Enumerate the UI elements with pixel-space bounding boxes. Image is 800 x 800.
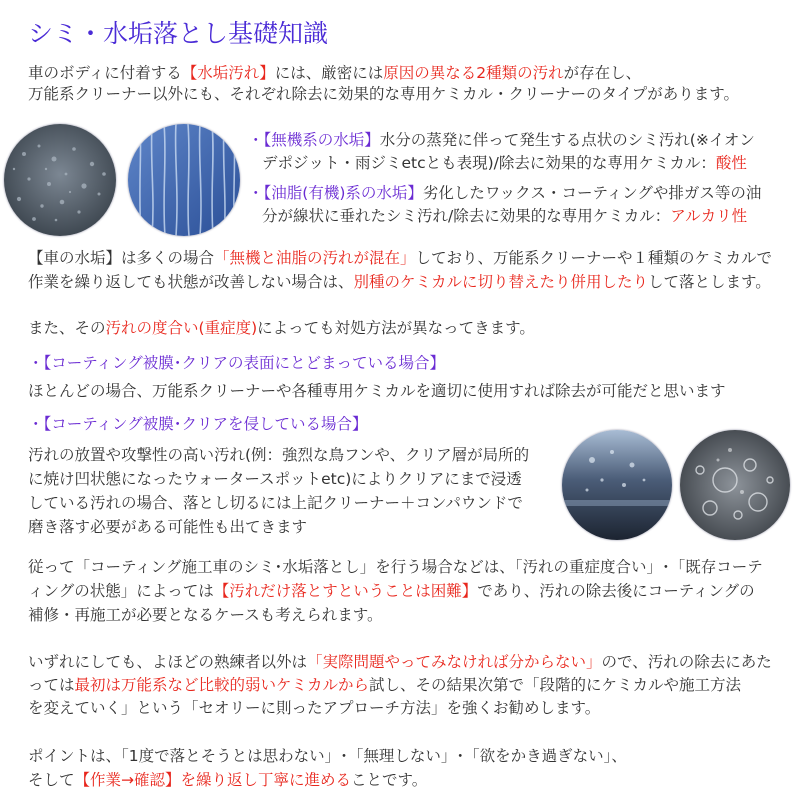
organic-description xyxy=(248,182,761,228)
text: ィングの状態」によっては xyxy=(28,582,214,600)
text: ことです。 xyxy=(351,771,428,789)
text: また、その xyxy=(28,319,106,337)
text: には、厳密には xyxy=(274,64,384,82)
intro-line-1 xyxy=(28,63,739,84)
inorganic-description xyxy=(248,129,755,175)
text: しており、万能系クリーナーや１種類のケミカルで xyxy=(415,249,773,267)
text: 作業を繰り返しても状態が改善しない場合は、 xyxy=(28,273,354,291)
text: 水分の蒸発に伴って発生する点状のシミ汚れ(※イオン xyxy=(379,131,755,149)
text: ので、汚れの除去にあた xyxy=(601,653,772,671)
acid-chemical: 酸性 xyxy=(715,154,747,172)
inorganic-water-spot-image xyxy=(4,124,116,236)
text: 【車の水垢】は多くの場合 xyxy=(28,249,215,267)
case2-line: に焼け凹状態になったウォータースポットetc)によりクリアにまで浸透 xyxy=(28,470,522,488)
organic-label: 【油脂(有機)系の水垢】 xyxy=(263,184,423,202)
case2-heading: ・【コーティング被膜･クリアを侵している場合】 xyxy=(28,415,368,433)
case1-heading: ・【コーティング被膜･クリアの表面にとどまっている場合】 xyxy=(28,354,445,372)
therefore-paragraph xyxy=(28,555,763,627)
organic-water-streak-image xyxy=(128,124,240,236)
page-title: シミ・水垢落とし基礎知識 xyxy=(28,19,329,48)
text: 試し、その結果次第で「段階的にケミカルや施工方法 xyxy=(369,676,742,694)
alkaline-chemical: アルカリ性 xyxy=(670,207,748,225)
highlight: 【汚れだけ落とすということは困難】 xyxy=(213,582,478,600)
highlight: 最初は万能系など比較的弱いケミカルから xyxy=(74,676,370,694)
degree-paragraph xyxy=(28,318,535,339)
text: 分が線状に垂れたシミ汚れ/除去に効果的な専用ケミカル： xyxy=(262,207,671,225)
text: 劣化したワックス・コーティングや排ガス等の油 xyxy=(422,184,762,202)
point-paragraph xyxy=(28,744,627,792)
text: して落とします。 xyxy=(648,273,771,291)
highlight: 【作業→確認】 xyxy=(74,771,181,789)
text: を変えていく」という「セオリーに則ったアプローチ方法」を強くお勧めします。 xyxy=(28,699,601,717)
case2-text xyxy=(28,443,529,539)
bullet: ・ xyxy=(248,131,264,149)
highlight: 【水垢汚れ】 xyxy=(181,64,275,82)
text: 従って「コーティング施工車のシミ･水垢落とし」を行う場合などは、「汚れの重症度合い」･「既存コーテ xyxy=(28,558,763,576)
text: であり、汚れの除去後にコーティングの xyxy=(477,582,755,600)
anyway-paragraph xyxy=(28,651,772,720)
text: ポイントは、「1度で落とそうとは思わない」･「無理しない」･「欲をかき過ぎない」、 xyxy=(28,747,627,765)
mixed-stain-paragraph xyxy=(28,246,772,294)
text: によっても対処方法が異なってきます。 xyxy=(257,319,535,337)
text: 補修・再施工が必要となるケースも考えられます。 xyxy=(28,606,383,624)
etched-water-spot-image xyxy=(680,430,790,540)
highlight: 「実際問題やってみなければ分からない」 xyxy=(307,653,602,671)
highlight: を繰り返し丁寧に進める xyxy=(180,771,352,789)
intro-line-2: 万能系クリーナー以外にも、それぞれ除去に効果的な専用ケミカル・クリーナーのタイプがあります。 xyxy=(28,85,739,103)
case1-text: ほとんどの場合、万能系クリーナーや各種専用ケミカルを適切に使用すれば除去が可能だと思います xyxy=(28,382,726,400)
text: そして xyxy=(28,771,75,789)
highlight: 「無機と油脂の汚れが混在」 xyxy=(214,249,416,267)
bullet: ・ xyxy=(248,184,264,202)
highlight: 別種のケミカルに切り替えたり併用したり xyxy=(353,273,649,291)
text: デポジット・雨ジミetcとも表現)/除去に効果的な専用ケミカル： xyxy=(262,154,716,172)
text: っては xyxy=(28,676,75,694)
intro-paragraph xyxy=(28,63,739,105)
damaged-clear-coat-image xyxy=(562,430,672,540)
highlight: 汚れの度合い(重症度) xyxy=(105,319,258,337)
inorganic-label: 【無機系の水垢】 xyxy=(263,131,380,149)
text: が存在し、 xyxy=(563,64,642,82)
text: いずれにしても、よほどの熟練者以外は xyxy=(28,653,308,671)
case2-line: 磨き落す必要がある可能性も出てきます xyxy=(28,518,308,536)
case2-line: 汚れの放置や攻撃性の高い汚れ(例：強烈な鳥フンや、クリア層が局所的 xyxy=(28,446,530,464)
text: 車のボディに付着する xyxy=(28,64,182,82)
case2-line: している汚れの場合、落とし切るには上記クリーナー＋コンパウンドで xyxy=(28,494,523,512)
highlight: 原因の異なる2種類の汚れ xyxy=(383,64,564,82)
